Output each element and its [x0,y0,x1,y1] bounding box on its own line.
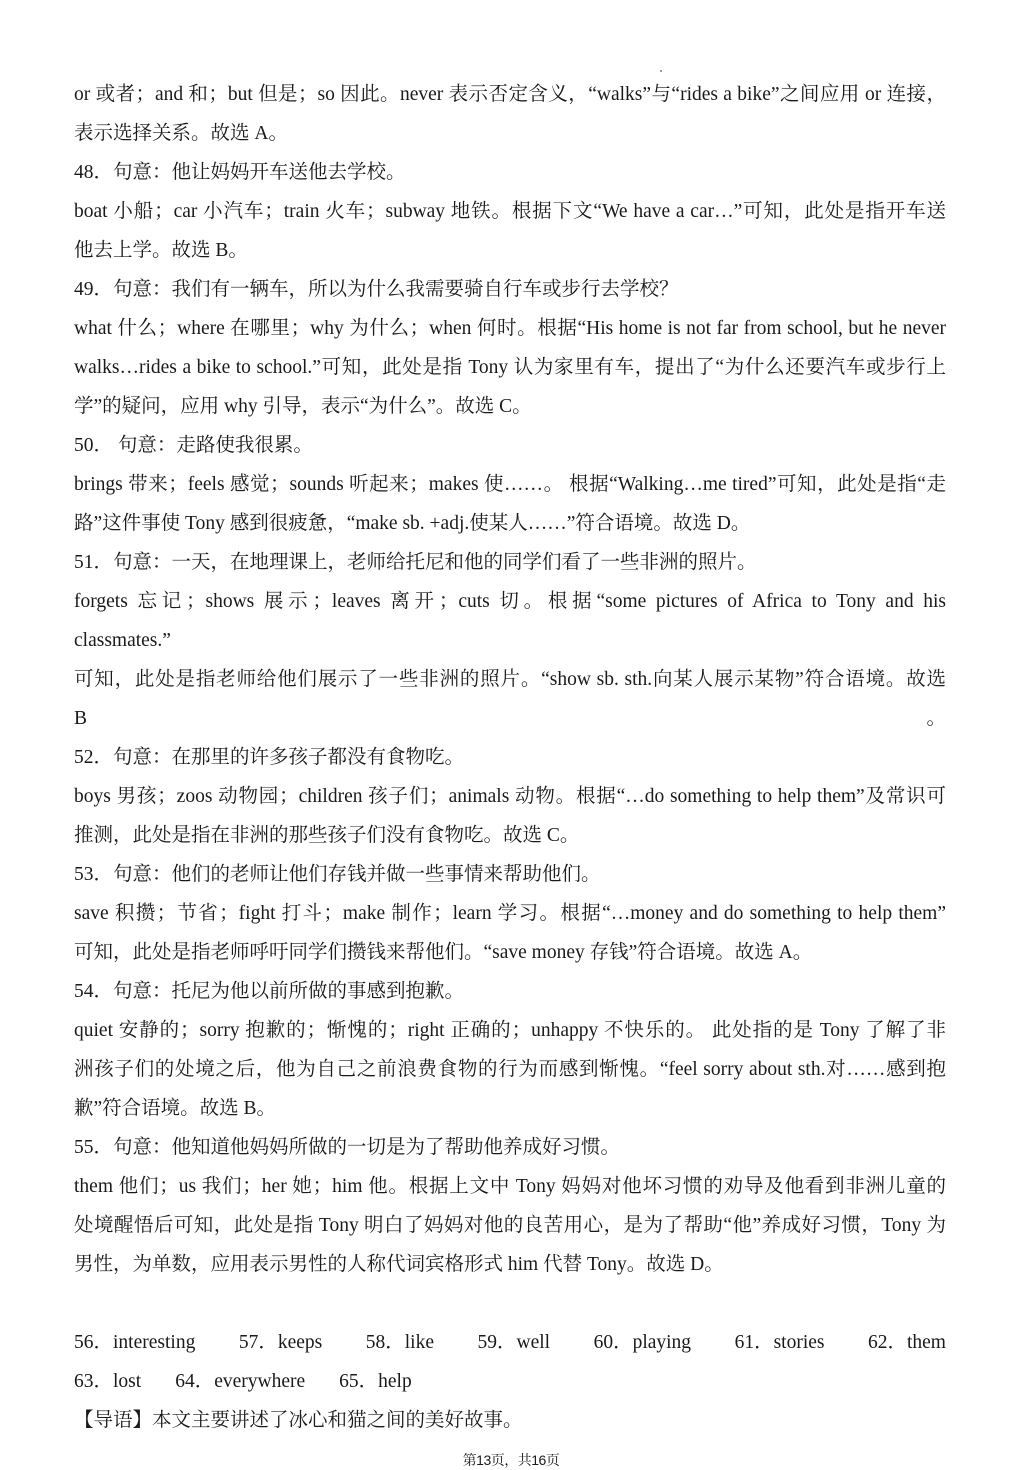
text-line: forgets 忘记；shows 展示；leaves 离开；cuts 切。根据“some pictures of Africa to Tony and his classmates.” [74,591,946,651]
text-line: walks…rides a bike to school.”可知，此处是指 Tony 认为家里有车，提出了“为什么还要汽车或步行上 [74,357,946,378]
answer-item: 61．stories [734,1332,825,1353]
text-line: 男性，为单数，应用表示男性的人称代词宾格形式 him 代替 Tony。故选 D。 [74,1254,724,1275]
answer-item: 65．help [339,1371,412,1392]
text-line: 他去上学。故选 B。 [74,240,248,261]
spacer [74,1284,946,1323]
text-line: save 积攒；节省；fight 打斗；make 制作；learn 学习。根据“…money and do something to help them” [74,903,946,924]
answer-item: 60．playing [593,1332,692,1353]
answer-item: 58．like [365,1332,434,1353]
answer-item: 63．lost [74,1371,142,1392]
text-line: 55．句意：他知道他妈妈所做的一切是为了帮助他养成好习惯。 [74,1137,621,1158]
answer-item: 57．keeps [238,1332,323,1353]
text-line: brings 带来；feels 感觉；sounds 听起来；makes 使……。 根据“Walking…me tired”可知，此处是指“走 [74,474,946,495]
scan-speck [660,70,662,72]
text-line: what 什么；where 在哪里；why 为什么；when 何时。根据“His home is not far from school, but he never [74,318,946,339]
text-line: 可知，此处是指老师呼吁同学们攒钱来帮他们。“save money 存钱”符合语境。故选 A。 [74,942,813,963]
text-line: boys 男孩；zoos 动物园；children 孩子们；animals 动物。根据“…do something to help them”及常识可 [74,786,946,807]
text-line: 可知，此处是指老师给他们展示了一些非洲的照片。“show sb. sth.向某人展示某物”符合语境。故选 B。 [74,669,946,729]
answer-key-row [74,1323,946,1362]
answer-item: 56．interesting [74,1332,196,1353]
text-line: 歉”符合语境。故选 B。 [74,1098,277,1119]
text-line: 推测，此处是指在非洲的那些孩子们没有食物吃。故选 C。 [74,825,580,846]
text-line: 49．句意：我们有一辆车，所以为什么我需要骑自行车或步行去学校？ [74,279,679,300]
text-line: 52．句意：在那里的许多孩子都没有食物吃。 [74,747,465,768]
text-line: 路”这件事使 Tony 感到很疲惫，“make sb. +adj.使某人……”符合语境。故选 D。 [74,513,751,534]
text-line: boat 小船；car 小汽车；train 火车；subway 地铁。根据下文“We have a car…”可知，此处是指开车送 [74,201,946,222]
text-line: 学”的疑问，应用 why 引导，表示“为什么”。故选 C。 [74,396,532,417]
text-line: or 或者；and 和；but 但是；so 因此。never 表示否定含义，“walks”与“rides a bike”之间应用 or 连接， [74,84,946,105]
text-line: 51．句意：一天，在地理课上，老师给托尼和他的同学们看了一些非洲的照片。 [74,552,757,573]
text-line: 洲孩子们的处境之后，他为自己之前浪费食物的行为而感到惭愧。“feel sorry about sth.对……感到抱 [74,1059,946,1080]
answer-item: 59．well [477,1332,551,1353]
text-line: 50． 句意：走路使我很累。 [74,435,313,456]
text-line: 48．句意：他让妈妈开车送他去学校。 [74,162,406,183]
text-line: 53．句意：他们的老师让他们存钱并做一些事情来帮助他们。 [74,864,601,885]
intro-text: 【导语】本文主要讲述了冰心和猫之间的美好故事。 [74,1410,523,1431]
answer-item: 62．them [867,1332,946,1353]
text-line: 处境醒悟后可知，此处是指 Tony 明白了妈妈对他的良苦用心，是为了帮助“他”养成好习惯，Tony 为 [74,1215,946,1236]
answer-key-row [74,1362,946,1401]
answer-item: 64．everywhere [175,1371,306,1392]
page-footer: 第13页，共16页 [462,1452,560,1468]
answer-explanations [74,75,946,1440]
text-line: them 他们；us 我们；her 她；him 他。根据上文中 Tony 妈妈对他坏习惯的劝导及他看到非洲儿童的 [74,1176,946,1197]
text-line: 54．句意：托尼为他以前所做的事感到抱歉。 [74,981,465,1002]
text-line: 表示选择关系。故选 A。 [74,123,288,144]
text-line: quiet 安静的；sorry 抱歉的；惭愧的；right 正确的；unhappy 不快乐的。 此处指的是 Tony 了解了非 [74,1020,946,1041]
